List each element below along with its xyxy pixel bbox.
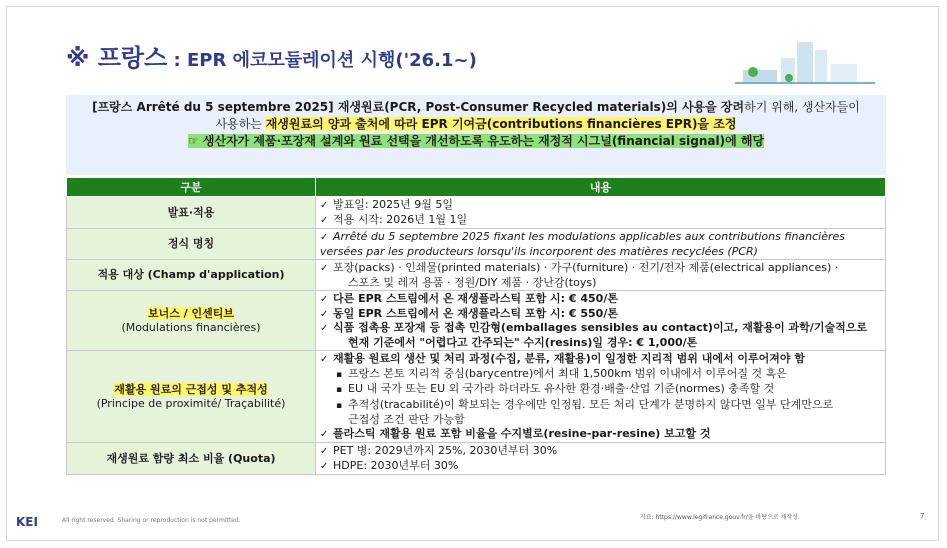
row-label: 발표·적용: [67, 197, 316, 229]
row-content: [316, 443, 886, 475]
list-item: ✓ 재활용 원료의 생산 및 처리 과정(수집, 분류, 재활용)이 일정한 지리적 범위 내에서 이루어져야 함: [320, 352, 881, 367]
list-item-cont: versées par les producteurs lorsqu'ils incorporent des matières recyclées (PCR): [320, 244, 758, 258]
table-row: [67, 197, 886, 229]
sub-item: ▪ 추적성(tracabilité)이 확보되는 경우에만 인정됨. 모든 처리 단계가 분명하지 않다면 일부 단계만으로: [320, 398, 881, 414]
list-item: ✓ HDPE: 2030년부터 30%: [320, 459, 881, 474]
table-row: [67, 229, 886, 260]
highlight-contribution: 재생원료의 양과 출처에 따라 EPR 기여금(contributions financières EPR)을 조정: [265, 117, 737, 131]
row-content: [316, 260, 886, 291]
page-title: ※ 프랑스 : EPR 에코모듈레이션 시행('26.1~): [66, 44, 477, 72]
row-content: [316, 197, 886, 229]
list-item: ✓ 동일 EPR 스트림에서 온 재생플라스틱 포함 시: € 550/톤: [320, 307, 881, 322]
table-row: [67, 351, 886, 443]
row-content: [316, 291, 886, 351]
list-item: ✓ 다른 EPR 스트림에서 온 재생플라스틱 포함 시: € 450/톤: [320, 292, 881, 307]
list-item-cont: 스포츠 및 레저 용품 · 정원/DIY 제품 · 장난감(toys): [348, 275, 597, 289]
row-label: 정식 명칭: [67, 229, 316, 260]
row-label: 적용 대상 (Champ d'application): [67, 260, 316, 291]
list-item: ✓ 적용 시작: 2026년 1월 1일: [320, 213, 881, 228]
list-item: ✓ 포장(packs) · 인쇄물(printed materials) · 가구(furniture) · 전기/전자 제품(electrical appliances) ·: [320, 261, 881, 276]
row-label: 재생원료 함량 최소 비율 (Quota): [67, 443, 316, 475]
row-label: 재활용 원료의 근접성 및 추적성 (Principe de proximité/ Traçabilité): [67, 351, 316, 443]
kei-logo: KEI: [16, 515, 38, 529]
col-header-content: 내용: [316, 178, 886, 197]
table-row: [67, 443, 886, 475]
title-subtitle: : EPR 에코모듈레이션 시행('26.1~): [167, 50, 477, 71]
sub-item: ▪ 프랑스 본토 지리적 중심(barycentre)에서 최대 1,500km 범위 이내에서 이루어질 것 혹은: [320, 367, 881, 383]
table-row: [67, 260, 886, 291]
list-item: ✓ 발표일: 2025년 9월 5일: [320, 198, 881, 213]
list-item: ✓ Arrêté du 5 septembre 2025 fixant les modulations applicables aux contributions financières: [320, 230, 881, 245]
highlight-financial-signal: ☞ 생산자가 제품·포장재 설계와 원료 선택을 개선하도록 유도하는 재정적 시그널(financial signal)에 해당: [187, 134, 765, 148]
row-content: [316, 229, 886, 260]
epr-table: [66, 177, 886, 475]
list-item-cont: 현재 기준에서 "어렵다고 간주되는" 수지(resins)일 경우: € 1,000/톤: [348, 335, 698, 349]
sub-item: ▪ EU 내 국가 또는 EU 외 국가라 하더라도 유사한 환경·배출·산업 기준(normes) 충족할 것: [320, 382, 881, 398]
list-item: ✓ PET 병: 2029년까지 25%, 2030년부터 30%: [320, 444, 881, 459]
table-row: [67, 291, 886, 351]
copyright-text: All right reserved. Sharing or reproduction is not permitted.: [62, 517, 241, 524]
page-number: 7: [920, 512, 925, 520]
table-header-row: [67, 178, 886, 197]
list-item: ✓ 식품 접촉용 포장재 등 접촉 민감형(emballages sensibles au contact)이고, 재활용이 과학/기술적으로: [320, 321, 881, 336]
list-item: ✓ 플라스틱 재활용 원료 포함 비율을 수지별로(resine-par-resine) 보고할 것: [320, 427, 881, 442]
intro-box: [프랑스 Arrêté du 5 septembre 2025] 재생원료(PCR, Post-Consumer Recycled materials)의 사용을 장려하기 위해, 생산자들이 사용하는 재생원료의 양과 출처에 따라 EPR 기여금(contributions financières EPR)을 조정 ☞ 생산자가 제품·포장재 설계와 원료 선택을 개선하도록 유도하는 재정적 시그널(financial signal)에 해당: [66, 95, 886, 175]
col-header-category: 구분: [67, 178, 316, 197]
city-skyline-illustration: [735, 38, 875, 84]
row-content: [316, 351, 886, 443]
row-label: 보너스 / 인센티브 (Modulations financières): [67, 291, 316, 351]
sub-item-cont: 근접성 조건 판단 가능함: [348, 413, 465, 426]
source-note: 자료: https://www.legifrance.gouv.fr/을 바탕으로 재작성.: [640, 514, 800, 521]
title-country: 프랑스: [97, 44, 168, 72]
